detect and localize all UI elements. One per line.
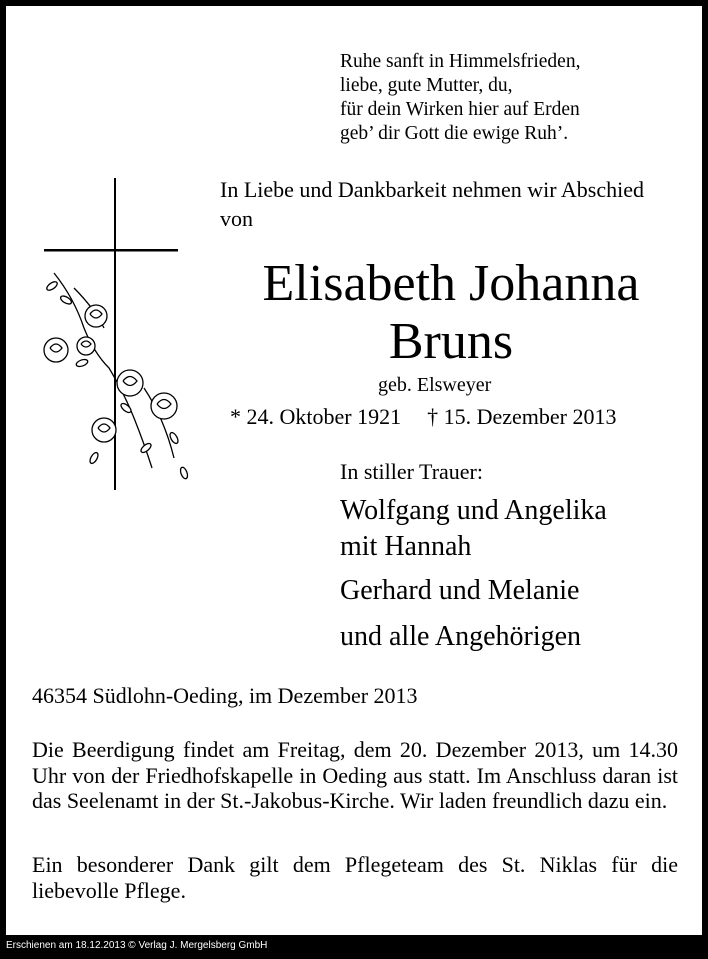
poem-line: Ruhe sanft in Himmelsfrieden,	[340, 51, 581, 72]
family-line: Wolfgang und Angelika	[340, 495, 607, 526]
poem	[340, 50, 580, 146]
poem-line: geb’ dir Gott die ewige Ruh’.	[340, 123, 569, 144]
funeral-details: Die Beerdigung findet am Freitag, dem 20. Dezember 2013, um 14.30 Uhr von der Friedhofskapelle in Oeding aus statt. Im Anschluss daran ist das Seelenamt in der St.-Jakobus-Kirche. Wir laden freundlich dazu ein.	[32, 737, 678, 813]
publication-footer: Erschienen am 18.12.2013 © Verlag J. Mergelsberg GmbH	[6, 940, 268, 951]
death-date: † 15. Dezember 2013	[427, 404, 617, 429]
family-line: und alle Angehörigen	[340, 621, 582, 652]
birth-name: geb. Elsweyer	[378, 374, 492, 396]
deceased-first-names: Elisabeth Johanna	[262, 255, 640, 312]
birth-date: * 24. Oktober 1921	[230, 404, 402, 429]
obituary-page	[6, 6, 702, 935]
intro-text: In Liebe und Dankbarkeit nehmen wir Abschied von	[220, 177, 644, 231]
thanks-text: Ein besonderer Dank gilt dem Pflegeteam des St. Niklas für die liebevolle Pflege.	[32, 852, 678, 903]
cross-with-roses-icon	[34, 178, 194, 498]
mourning-label: In stiller Trauer:	[340, 459, 483, 484]
poem-line: für dein Wirken hier auf Erden	[340, 99, 580, 120]
poem-line: liebe, gute Mutter, du,	[340, 75, 513, 96]
family-line: mit Hannah	[340, 531, 472, 562]
place-and-date: 46354 Südlohn-Oeding, im Dezember 2013	[32, 683, 418, 708]
life-dates	[230, 404, 616, 430]
family-line: Gerhard und Melanie	[340, 575, 580, 606]
deceased-surname: Bruns	[388, 313, 514, 370]
